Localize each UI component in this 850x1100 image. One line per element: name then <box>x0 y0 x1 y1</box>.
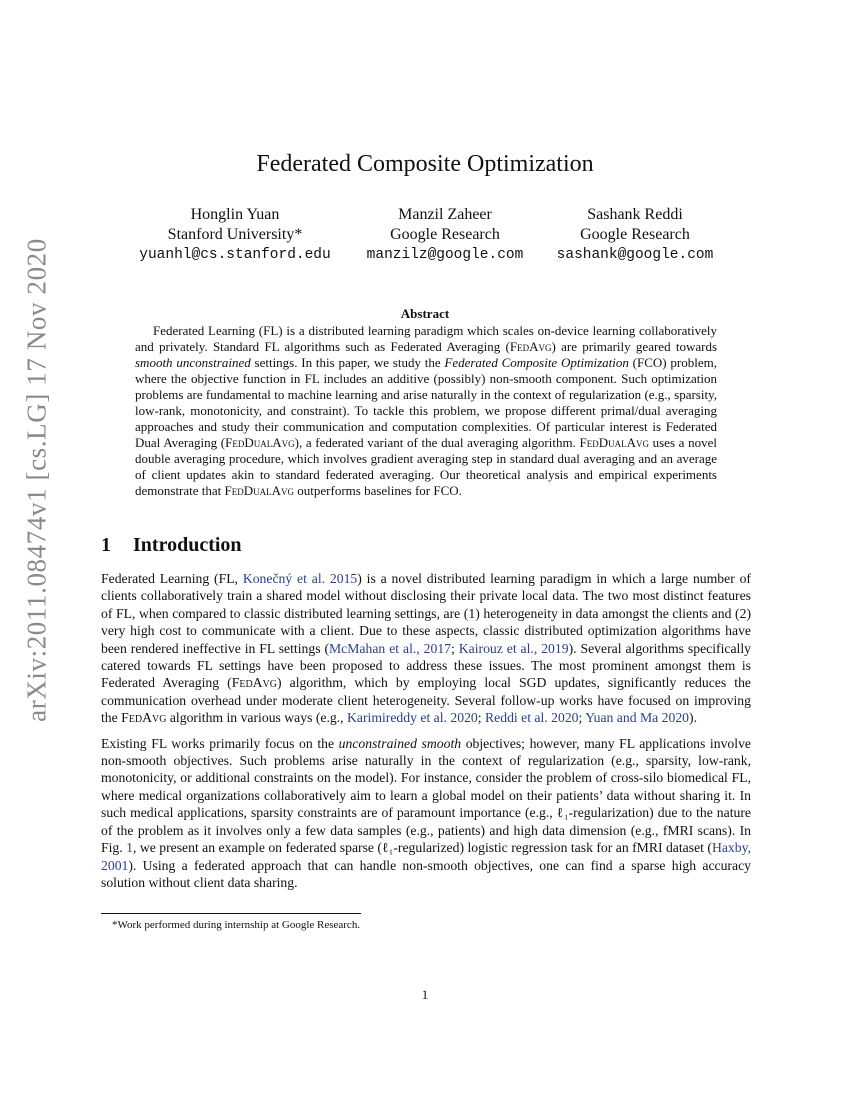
footnote: *Work performed during internship at Google Research. <box>112 919 361 931</box>
author-email: manzilz@google.com <box>366 247 524 263</box>
author-email: sashank@google.com <box>556 247 714 263</box>
author-block-3 <box>530 205 740 265</box>
citation-link[interactable]: Reddi et al. 2020 <box>485 710 579 726</box>
paper-title: Federated Composite Optimization <box>256 151 594 177</box>
citation-link[interactable]: Haxby, 2001 <box>101 840 751 873</box>
author-block-2 <box>340 205 550 265</box>
author-affiliation: Stanford University* <box>167 226 303 243</box>
abstract-heading: Abstract <box>400 306 450 321</box>
author-name: Honglin Yuan <box>190 206 280 223</box>
abstract-text: Federated Learning (FL) is a distributed learning paradigm which scales on-device learning collaboratively and privately. Standard FL algorithms such as Federated Averaging (FedAvg) are primarily geared towards smooth unconstrained settings. In this paper, we study the Federated Composite Optimization (FCO) problem, where the objective function in FL includes an additive (possibly) non-smooth component. Such optimization problems are fundamental to machine learning and arise naturally in the context of regularization (e.g., sparsity, low-rank, monotonicity, and constraint). To tackle this problem, we propose different primal/dual averaging approaches and study their communication and computation complexities. Of particular interest is Federated Dual Averaging (FedDualAvg), a federated variant of the dual averaging algorithm. FedDualAvg uses a novel double averaging procedure, which involves gradient averaging step in standard dual averaging and an average of client updates akin to standard federated averaging. Our theoretical analysis and empirical experiments demonstrate that FedDualAvg outperforms baselines for FCO. <box>135 323 718 498</box>
author-affiliation: Google Research <box>580 226 690 243</box>
arxiv-identifier-stamp: arXiv:2011.08474v1 [cs.LG] 17 Nov 2020 <box>21 238 52 722</box>
citation-link[interactable]: Karimireddy et al. 2020 <box>347 710 478 726</box>
author-block-1 <box>130 205 340 265</box>
section-heading-introduction <box>101 534 242 557</box>
page-number: 1 <box>421 987 429 1002</box>
author-name: Manzil Zaheer <box>398 206 492 223</box>
figure-reference-link[interactable]: 1 <box>126 840 133 856</box>
author-name: Sashank Reddi <box>587 206 683 223</box>
paragraph-2: Existing FL works primarily focus on the unconstrained smooth objectives; however, many FL applications involve non-smooth objectives. Such problems arise naturally in the context of regularization (e.g., sparsity, low-rank, monotonicity, or additional constraints on the model). For instance, consider the problem of cross-silo biomedical FL, where medical organizations collaboratively aim to learn a global model on their patients’ data without sharing it. In such medical applications, sparsity constraints are of paramount importance (e.g., ℓ₁-regularization) due to the nature of the problem as it involves only a few data samples (e.g., patients) and high data dimension (e.g., fMRI scans). In Fig. 1, we present an example on federated sparse (ℓ₁-regularized) logistic regression task for an fMRI dataset (Haxby, 2001). Using a federated approach that can handle non-smooth objectives, one can find a sparse high accuracy solution without client data sharing. <box>101 735 751 890</box>
section-number: 1 <box>101 534 111 556</box>
body-text <box>101 570 751 899</box>
author-affiliation: Google Research <box>390 226 500 243</box>
author-email: yuanhl@cs.stanford.edu <box>139 247 331 263</box>
section-title: Introduction <box>133 534 242 556</box>
paragraph-1: Federated Learning (FL, Konečný et al. 2015) is a novel distributed learning paradigm in which a large number of clients collaboratively train a shared model without disclosing their private local data. The two most distinct features of FL, when compared to classic distributed learning settings, are (1) heterogeneity in data amongst the clients and (2) very high cost to communicate with a client. Due to these aspects, classic distributed optimization algorithms have been rendered ineffective in FL settings (McMahan et al., 2017; Kairouz et al., 2019). Several algorithms specifically catered towards FL settings have been proposed to address these issues. The most prominent amongst them is Federated Averaging (FedAvg) algorithm, which by employing local SGD updates, significantly reduces the communication overhead under moderate client heterogeneity. Several follow-up works have focused on improving the FedAvg algorithm in various ways (e.g., Karimireddy et al. 2020; Reddi et al. 2020; Yuan and Ma 2020). <box>101 571 751 726</box>
citation-link[interactable]: Konečný et al. 2015 <box>242 571 358 586</box>
citation-link[interactable]: Kairouz et al., 2019 <box>458 640 569 656</box>
footnote-rule <box>101 913 361 914</box>
citation-link[interactable]: Yuan and Ma 2020 <box>585 710 690 726</box>
citation-link[interactable]: McMahan et al., 2017 <box>329 640 452 656</box>
